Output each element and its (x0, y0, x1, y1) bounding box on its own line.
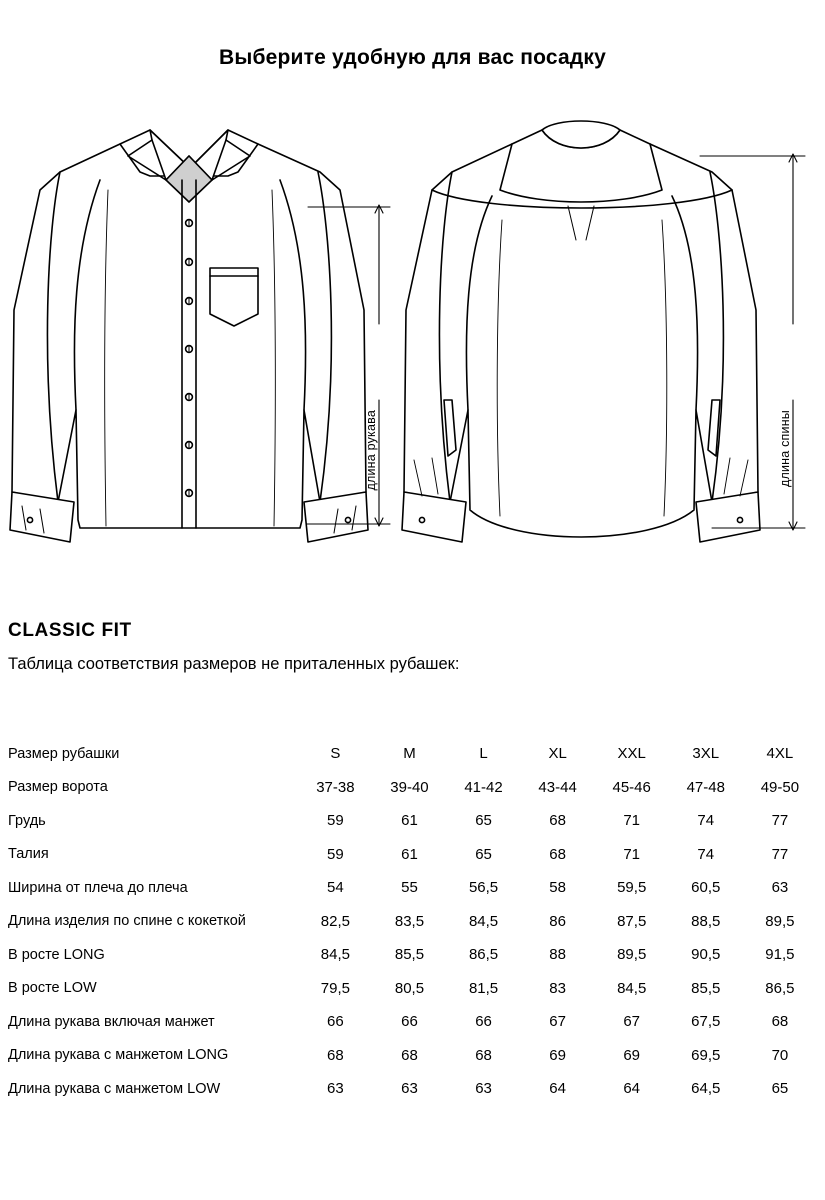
table-cell: 41-42 (464, 778, 503, 796)
table-cell: 77 (771, 845, 789, 863)
size-table (8, 737, 817, 1106)
table-row (8, 1005, 817, 1039)
table-column-header: S (330, 745, 341, 763)
table-cell: 86 (549, 912, 566, 930)
table-cell: 59 (327, 812, 344, 830)
table-cell: 49-50 (760, 778, 800, 796)
table-cell: 58 (549, 879, 566, 897)
table-row (8, 1039, 817, 1073)
table-cell: 67 (623, 1013, 641, 1031)
table-cell: 68 (549, 812, 566, 830)
row-label: Талия (8, 846, 49, 863)
table-cell: 67,5 (691, 1013, 721, 1031)
row-label: Длина рукава с манжетом LONG (8, 1047, 229, 1064)
table-cell: 86,5 (765, 979, 795, 997)
shirt-diagram-svg (0, 110, 825, 580)
table-cell: 64 (549, 1080, 566, 1098)
table-cell: 82,5 (320, 912, 350, 930)
table-cell: 61 (401, 845, 418, 863)
table-cell: 84,5 (468, 912, 499, 930)
table-cell: 56,5 (468, 879, 499, 897)
table-cell: 59 (327, 845, 344, 863)
table-cell: 80,5 (394, 979, 425, 997)
row-label: Размер ворота (8, 779, 108, 796)
table-cell: 59,5 (617, 879, 647, 897)
table-cell: 91,5 (765, 946, 795, 964)
table-row (8, 804, 817, 838)
table-cell: 89,5 (617, 946, 647, 964)
shirt-illustrations (0, 110, 825, 580)
table-cell: 63 (401, 1080, 418, 1098)
table-header-label: Размер рубашки (8, 745, 120, 762)
table-cell: 55 (401, 879, 418, 897)
table-row (8, 905, 817, 939)
table-cell: 74 (697, 845, 715, 863)
table-column-header: M (403, 745, 416, 763)
table-cell: 63 (327, 1080, 344, 1098)
row-label: В росте LONG (8, 946, 105, 963)
table-cell: 88 (549, 946, 566, 964)
table-column-header: XL (548, 745, 567, 763)
table-row (8, 938, 817, 972)
table-cell: 74 (697, 812, 715, 830)
table-cell: 66 (401, 1013, 418, 1031)
page-title: Выберите удобную для вас посадку (218, 46, 607, 69)
table-cell: 71 (623, 812, 641, 830)
table-cell: 65 (475, 812, 492, 830)
table-cell: 64 (623, 1080, 641, 1098)
table-cell: 85,5 (691, 979, 721, 997)
table-column-header: L (479, 745, 488, 763)
row-label: Грудь (8, 812, 46, 829)
table-cell: 68 (771, 1013, 789, 1031)
row-label: Длина рукава включая манжет (8, 1013, 215, 1030)
sleeve-length-label: длина рукава (364, 410, 378, 491)
table-cell: 85,5 (394, 946, 425, 964)
table-cell: 68 (475, 1046, 492, 1064)
table-cell: 69,5 (691, 1046, 721, 1064)
table-cell: 83,5 (394, 912, 425, 930)
table-cell: 63 (771, 879, 789, 897)
table-cell: 68 (327, 1046, 344, 1064)
table-cell: 89,5 (765, 912, 795, 930)
table-cell: 68 (401, 1046, 418, 1064)
table-cell: 87,5 (617, 912, 647, 930)
table-cell: 69 (623, 1046, 641, 1064)
table-cell: 70 (771, 1046, 789, 1064)
table-cell: 61 (401, 812, 418, 830)
table-cell: 43-44 (538, 778, 577, 796)
fit-name: CLASSIC FIT (8, 620, 132, 641)
table-column-header: 3XL (692, 745, 720, 763)
table-column-header: 4XL (766, 745, 794, 763)
table-cell: 83 (549, 979, 566, 997)
table-cell: 66 (327, 1013, 344, 1031)
table-cell: 81,5 (468, 979, 499, 997)
table-cell: 65 (475, 845, 492, 863)
table-column-header: XXL (617, 745, 646, 763)
row-label: Длина рукава с манжетом LOW (8, 1080, 221, 1097)
table-cell: 88,5 (691, 912, 721, 930)
table-cell: 39-40 (390, 778, 429, 796)
row-label: В росте LOW (8, 980, 97, 997)
table-cell: 79,5 (320, 979, 350, 997)
back-shirt-technical-drawing (402, 121, 760, 542)
table-cell: 67 (549, 1013, 566, 1031)
table-cell: 68 (549, 845, 566, 863)
table-cell: 54 (327, 879, 344, 897)
table-cell: 69 (549, 1046, 566, 1064)
table-cell: 47-48 (686, 778, 725, 796)
table-row (8, 1072, 817, 1106)
back-length-label: длина спины (778, 410, 792, 487)
front-shirt-technical-drawing (10, 130, 368, 542)
row-label: Длина изделия по спине с кокеткой (8, 913, 246, 930)
row-label: Ширина от плеча до плеча (8, 879, 188, 896)
fit-description: Таблица соответствия размеров не приталенных рубашек: (8, 655, 460, 673)
table-cell: 64,5 (691, 1080, 721, 1098)
table-cell: 63 (475, 1080, 492, 1098)
table-row (8, 838, 817, 872)
table-cell: 84,5 (617, 979, 647, 997)
table-row (8, 972, 817, 1006)
table-cell: 84,5 (320, 946, 350, 964)
table-cell: 71 (623, 845, 641, 863)
table-row (8, 771, 817, 805)
table-cell: 45-46 (612, 778, 651, 796)
table-cell: 90,5 (691, 946, 721, 964)
table-cell: 77 (771, 812, 789, 830)
table-cell: 65 (771, 1080, 789, 1098)
table-row (8, 871, 817, 905)
table-cell: 66 (475, 1013, 492, 1031)
table-cell: 86,5 (468, 946, 499, 964)
table-cell: 37-38 (316, 778, 355, 796)
table-header-row (8, 737, 817, 771)
table-cell: 60,5 (691, 879, 721, 897)
